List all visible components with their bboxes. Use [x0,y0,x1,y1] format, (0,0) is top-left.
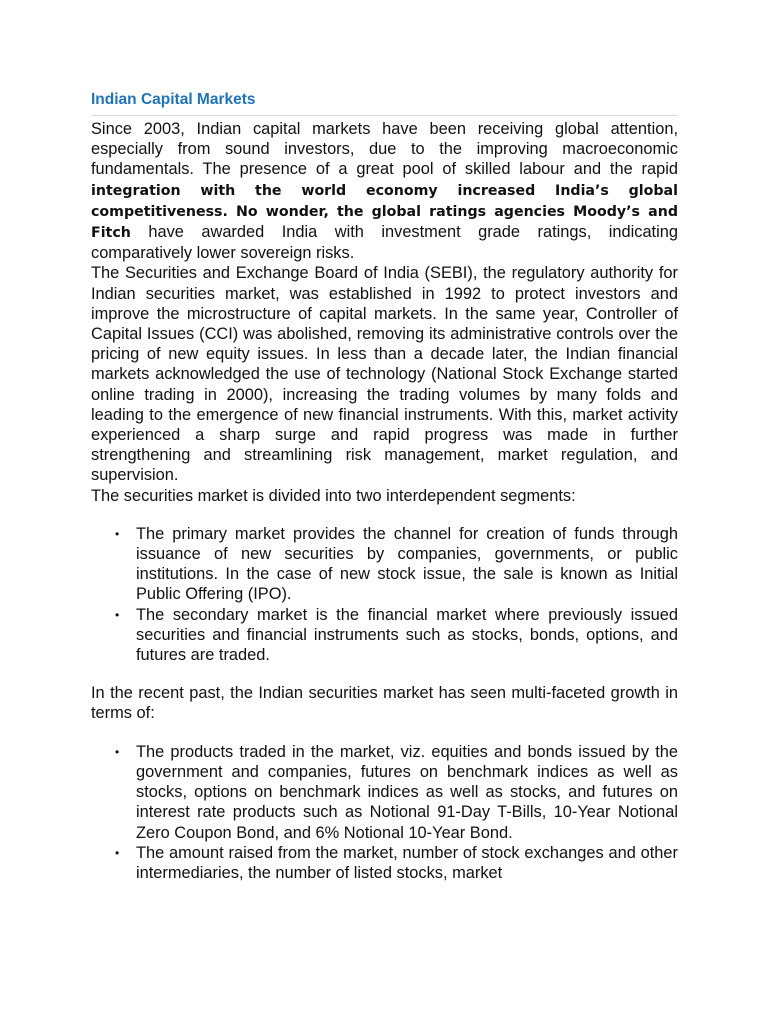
list-item-text: The products traded in the market, viz. equities and bonds issued by the government and companies, futures on benchmark indices as well as stocks, options on benchmark indices as well as stocks, and futures on interest rate products such as Notional 91-Day T-Bills, 10-Year Notional Zero Coupon Bond, and 6% Notional 10-Year Bond. [136,742,678,842]
growth-intro: In the recent past, the Indian securities market has seen multi-faceted growth in terms of: [91,684,678,723]
intro-text-end: have awarded India with investment grade ratings, indicating comparatively lower sovereign risks. [91,223,678,263]
page-title: Indian Capital Markets [91,88,678,116]
bullet-icon: • [115,607,120,622]
document-page [91,88,678,883]
intro-paragraph [91,119,678,263]
list-item-text: The secondary market is the financial market where previously issued securities and financial instruments such as stocks, bonds, options, and futures are traded. [136,605,678,665]
list-item [115,742,678,843]
list-item [115,605,678,666]
spacer [91,506,678,524]
growth-list [91,742,678,883]
spacer [91,665,678,683]
bullet-icon: • [115,845,120,860]
sebi-paragraph: The Securities and Exchange Board of India (SEBI), the regulatory authority for Indian securities market, was established in 1992 to protect investors and improve the microstructure of capital markets. In the same year, Controller of Capital Issues (CCI) was abolished, removing its administrative controls over the pricing of new equity issues. In less than a decade later, the Indian financial markets acknowledged the use of technology (National Stock Exchange started online trading in 2000), increasing the trading volumes by many folds and leading to the emergence of new financial instruments. With this, market activity experienced a sharp surge and rapid progress was made in further strengthening and streamlining risk management, market regulation, and supervision. [91,264,678,485]
bullet-icon: • [115,744,120,759]
list-item [115,843,678,883]
list-item [115,524,678,605]
list-item-text: The primary market provides the channel for creation of funds through issuance of new securities by companies, governments, or public institutions. In the case of new stock issue, the sale is known as Initial Public Offering (IPO). [136,524,678,604]
spacer [91,724,678,742]
intro-bold-text: integration with the world economy increased India’s global competitiveness. No wonder, the global ratings agencies Moody’s and Fitch [91,182,678,242]
list-item-text: The amount raised from the market, number of stock exchanges and other intermediaries, the number of listed stocks, market [136,843,678,882]
segments-intro: The securities market is divided into two interdependent segments: [91,486,576,505]
bullet-icon: • [115,526,120,541]
segments-list [91,524,678,665]
intro-text: Since 2003, Indian capital markets have been receiving global attention, especially from sound investors, due to the improving macroeconomic fundamentals. The presence of a great pool of skilled labour and the rapid [91,120,678,179]
